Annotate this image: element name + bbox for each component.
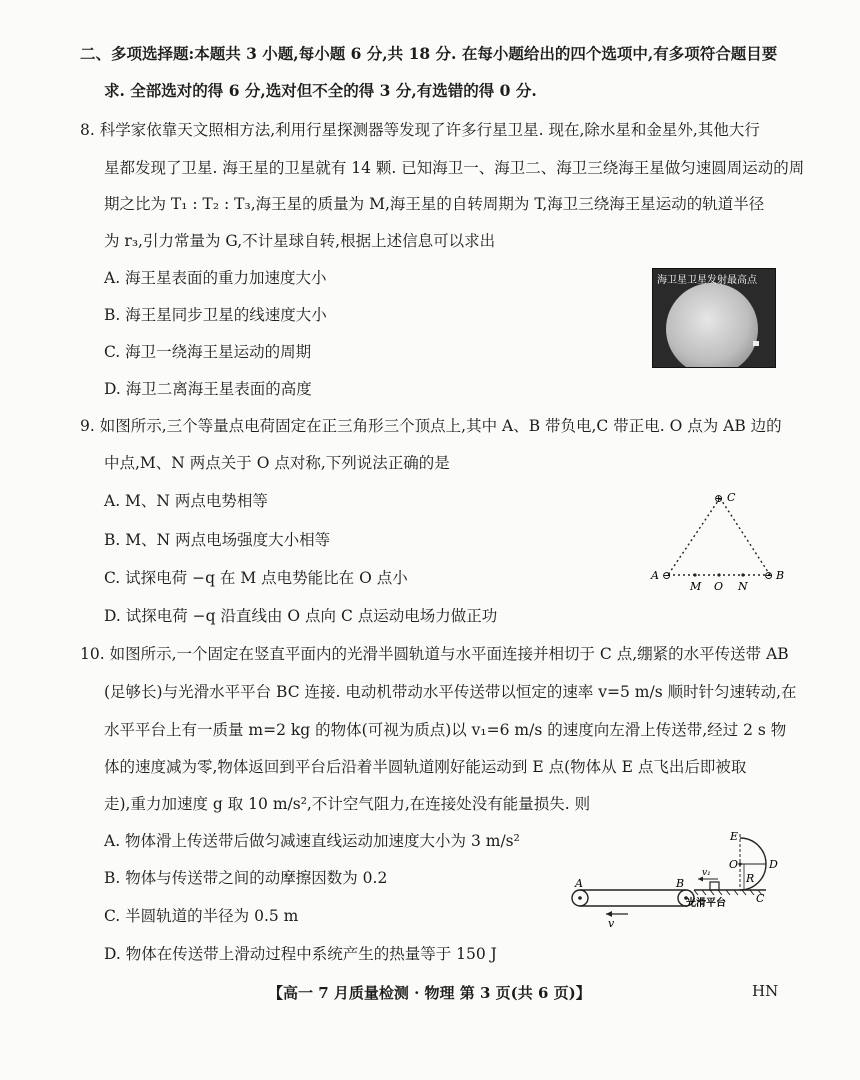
point-n bbox=[741, 573, 744, 576]
q10-stem-line-2: (足够长)与光滑水平平台 BC 连接. 电动机带动水平传送带以恒定的速率 v=5 m/s 顺时针匀速转动,在 bbox=[104, 683, 797, 701]
q8-stem-line-1: 8. 科学家依靠天文照相方法,利用行星探测器等发现了许多行星卫星. 现在,除水星和金星外,其他大行 bbox=[80, 121, 760, 139]
q9-stem-line-1: 9. 如图所示,三个等量点电荷固定在正三角形三个顶点上,其中 A、B 带负电,C 带正电. O 点为 AB 边的 bbox=[80, 417, 782, 435]
q8-stem-line-2: 星都发现了卫星. 海王星的卫星就有 14 颗. 已知海卫一、海卫二、海卫三绕海王星做匀速圆周运动的周 bbox=[104, 159, 805, 177]
q10-option-b: B. 物体与传送带之间的动摩擦因数为 0.2 bbox=[104, 869, 388, 887]
q8-option-c: C. 海卫一绕海王星运动的周期 bbox=[104, 343, 312, 361]
side-ca bbox=[668, 498, 720, 575]
neptune-photo bbox=[652, 268, 776, 368]
platform-hatching bbox=[694, 890, 762, 895]
point-m bbox=[693, 573, 696, 576]
q9-option-a: A. M、N 两点电势相等 bbox=[104, 492, 268, 510]
q10-stem-line-4: 体的速度减为零,物体返回到平台后沿着半圆轨道刚好能运动到 E 点(物体从 E 点飞出后即被取 bbox=[104, 758, 747, 776]
block bbox=[710, 882, 719, 890]
label-v: v bbox=[608, 917, 615, 930]
q10-option-a: A. 物体滑上传送带后做匀减速直线运动加速度大小为 3 m/s² bbox=[104, 832, 520, 850]
charge-b-symbol: ⊖ bbox=[764, 569, 774, 582]
label-o: O bbox=[729, 858, 739, 871]
label-n: N bbox=[738, 580, 748, 593]
q10-option-c: C. 半圆轨道的半径为 0.5 m bbox=[104, 907, 299, 925]
label-o: O bbox=[714, 580, 724, 593]
q9-stem-line-2: 中点,M、N 两点关于 O 点对称,下列说法正确的是 bbox=[104, 454, 450, 472]
label-v1: v₁ bbox=[702, 868, 711, 878]
charge-c-symbol: ⊕ bbox=[714, 492, 724, 505]
q8-option-b: B. 海王星同步卫星的线速度大小 bbox=[104, 306, 327, 324]
satellite-dot bbox=[753, 341, 759, 346]
q8-stem-line-3: 期之比为 T₁ : T₂ : T₃,海王星的质量为 M,海王星的自转周期为 T,海卫三绕海王星运动的轨道半径 bbox=[104, 195, 765, 213]
pulley-a-axle bbox=[578, 896, 582, 900]
section-header-line-1: 二、多项选择题:本题共 3 小题,每小题 6 分,共 18 分. 在每小题给出的四个选项中,有多项符合题目要 bbox=[80, 44, 778, 63]
label-c: C bbox=[727, 491, 736, 504]
q10-option-d: D. 物体在传送带上滑动过程中系统产生的热量等于 150 J bbox=[104, 945, 497, 963]
label-a: A bbox=[651, 569, 659, 582]
side-cb bbox=[720, 498, 770, 575]
label-m: M bbox=[690, 580, 702, 593]
q10-stem-line-3: 水平平台上有一质量 m=2 kg 的物体(可视为质点)以 v₁=6 m/s 的速度向左滑上传送带,经过 2 s 物 bbox=[104, 721, 787, 739]
label-d: D bbox=[769, 858, 778, 871]
photo-caption: 海卫星卫星发射最高点 bbox=[657, 275, 757, 286]
q8-option-d: D. 海卫二离海王星表面的高度 bbox=[104, 380, 312, 398]
label-e: E bbox=[730, 830, 739, 843]
label-a: A bbox=[575, 877, 583, 890]
label-b: B bbox=[776, 569, 785, 582]
section-header-line-2: 求. 全部选对的得 6 分,选对但不全的得 3 分,有选错的得 0 分. bbox=[104, 81, 537, 100]
q9-option-b: B. M、N 两点电场强度大小相等 bbox=[104, 531, 331, 549]
label-b: B bbox=[676, 877, 685, 890]
conveyor-semicircle-diagram bbox=[566, 826, 806, 930]
q10-stem-line-5: 走),重力加速度 g 取 10 m/s²,不计空气阻力,在连接处没有能量损失. 则 bbox=[104, 795, 591, 813]
label-c: C bbox=[756, 892, 765, 905]
center-o bbox=[738, 862, 741, 865]
platform-label: 光滑平台 bbox=[686, 898, 726, 909]
planet-image bbox=[666, 283, 758, 368]
q10-stem-line-1: 10. 如图所示,一个固定在竖直平面内的光滑半圆轨道与水平面连接并相切于 C 点,绷紧的水平传送带 AB bbox=[80, 645, 789, 663]
q9-option-d: D. 试探电荷 −q 沿直线由 O 点向 C 点运动电场力做正功 bbox=[104, 607, 498, 625]
footer-code: HN bbox=[752, 982, 779, 1000]
triangle-charge-diagram bbox=[648, 486, 798, 594]
label-r: R bbox=[746, 872, 755, 885]
charge-a-symbol: ⊖ bbox=[662, 569, 672, 582]
point-o bbox=[717, 573, 720, 576]
q8-stem-line-4: 为 r₃,引力常量为 G,不计星球自转,根据上述信息可以求出 bbox=[104, 232, 496, 250]
footer-center: 【高一 7 月质量检测 · 物理 第 3 页(共 6 页)】 bbox=[268, 984, 591, 1002]
q8-option-a: A. 海王星表面的重力加速度大小 bbox=[104, 269, 327, 287]
q9-option-c: C. 试探电荷 −q 在 M 点电势能比在 O 点小 bbox=[104, 569, 408, 587]
